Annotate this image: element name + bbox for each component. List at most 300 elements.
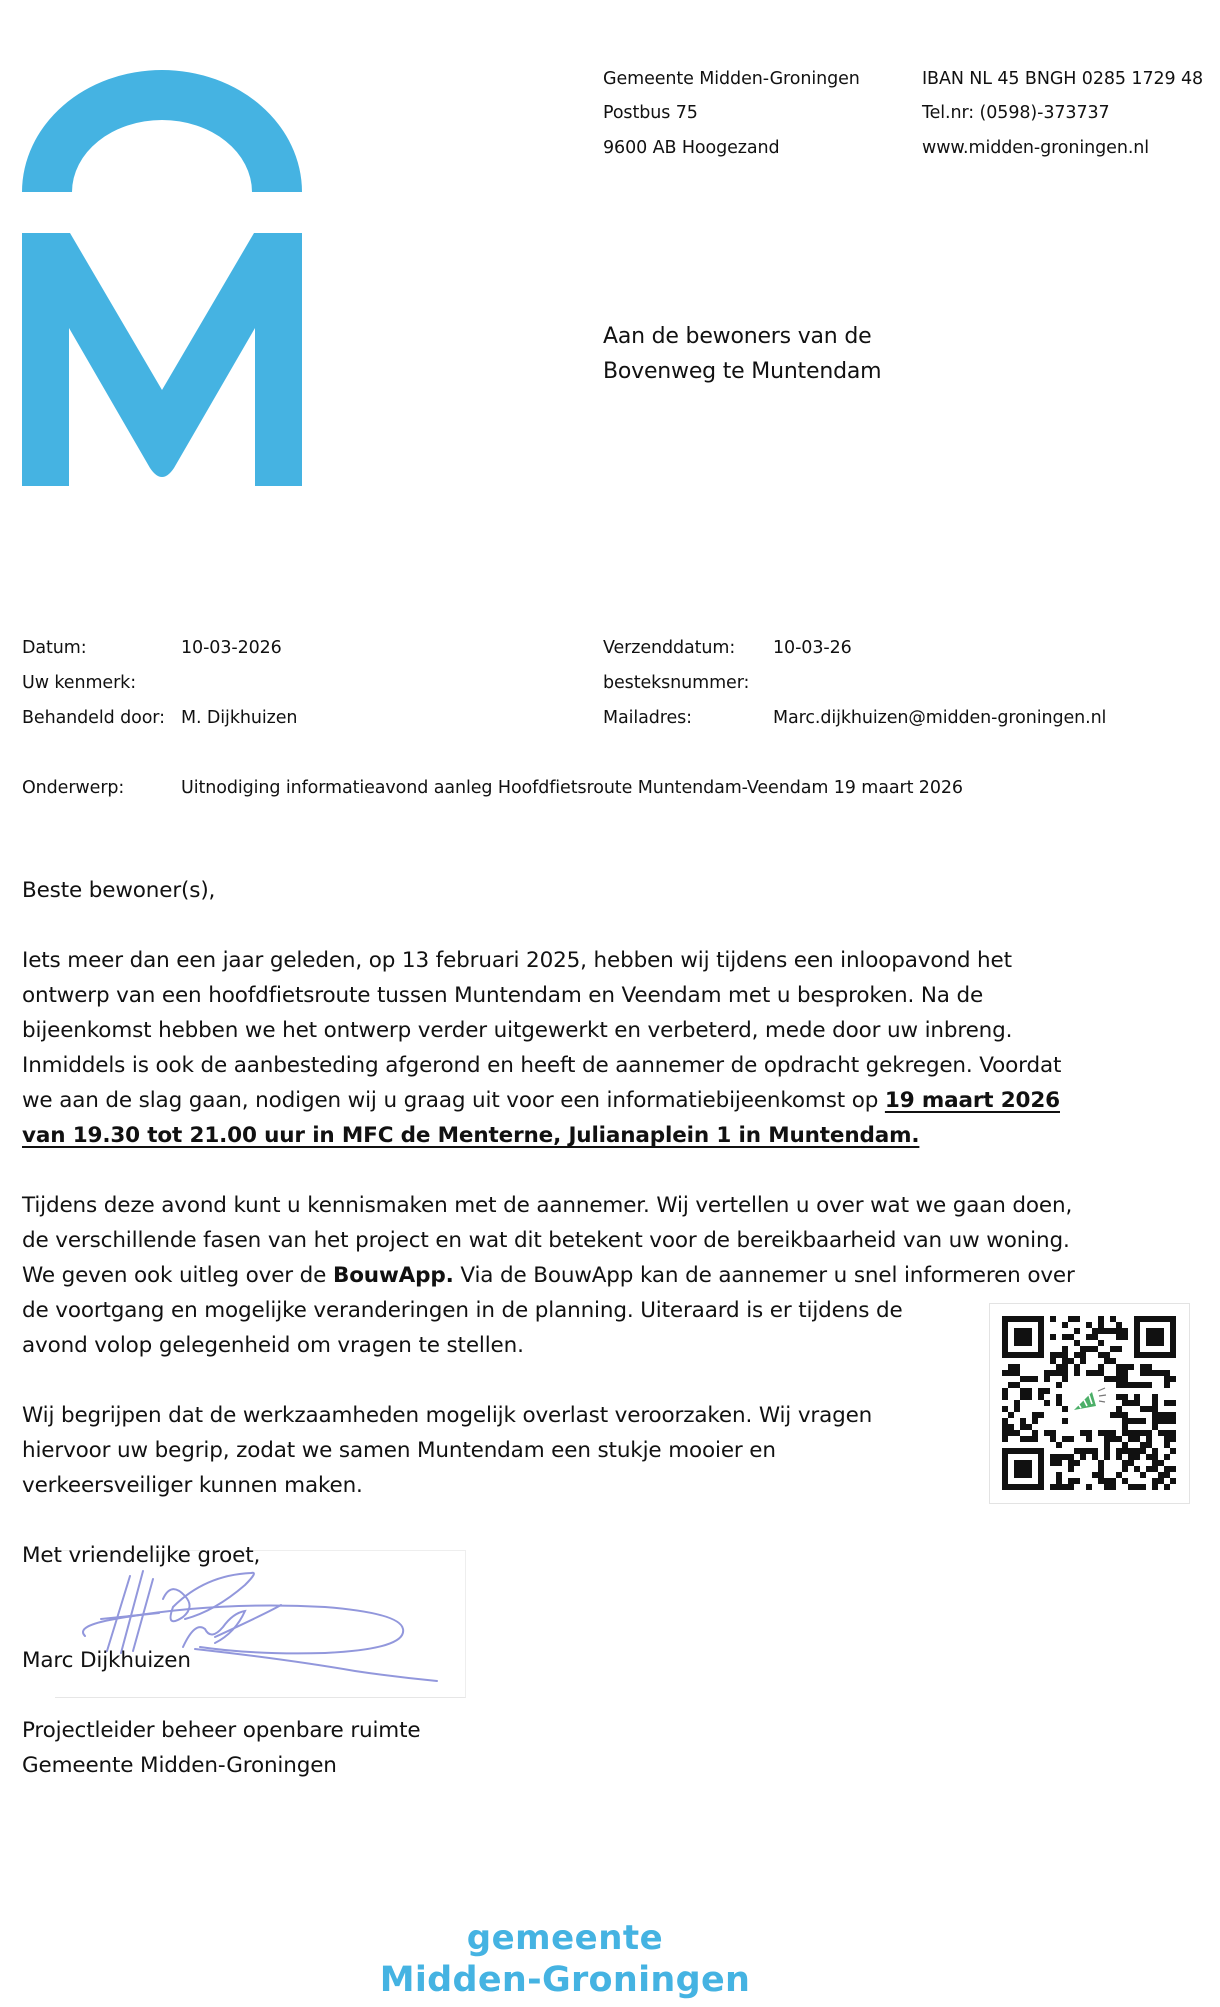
qr-module (1008, 1382, 1014, 1388)
qr-module (1104, 1442, 1110, 1448)
sender-phone: Tel.nr: (0598)-373737 (922, 103, 1110, 123)
bouwapp-name: BouwApp. (332, 1263, 454, 1288)
qr-module (1002, 1340, 1008, 1346)
qr-module (1056, 1478, 1062, 1484)
qr-module (1026, 1424, 1032, 1430)
qr-module (1164, 1352, 1170, 1358)
gemeente-logo-icon (22, 70, 302, 486)
sender-po-box: Postbus 75 (603, 103, 698, 123)
qr-module (1086, 1346, 1092, 1352)
qr-module (1134, 1382, 1140, 1388)
qr-module (1014, 1466, 1020, 1472)
qr-module (1002, 1466, 1008, 1472)
qr-module (1086, 1448, 1092, 1454)
qr-module (1008, 1364, 1014, 1370)
paragraph-line (22, 1122, 919, 1150)
qr-module (1038, 1316, 1044, 1322)
qr-module (1080, 1352, 1086, 1358)
meta-email-label: Mailadres: (603, 708, 692, 728)
qr-module (1038, 1466, 1044, 1472)
qr-module (1146, 1334, 1152, 1340)
qr-module (1140, 1442, 1146, 1448)
qr-module (1056, 1364, 1062, 1370)
qr-module (1122, 1418, 1128, 1424)
qr-module (1080, 1358, 1086, 1364)
qr-module (1026, 1460, 1032, 1466)
qr-module (1164, 1412, 1170, 1418)
qr-module (1002, 1484, 1008, 1490)
qr-module (1098, 1472, 1104, 1478)
qr-module (1032, 1436, 1038, 1442)
qr-module (1026, 1436, 1032, 1442)
qr-module (1158, 1352, 1164, 1358)
qr-module (1014, 1316, 1020, 1322)
subject-text: Uitnodiging informatieavond aanleg Hoofdfietsroute Muntendam-Veendam 19 maart 2026 (181, 778, 963, 798)
qr-module (1152, 1334, 1158, 1340)
qr-module (1026, 1448, 1032, 1454)
qr-module (1164, 1466, 1170, 1472)
qr-module (1020, 1424, 1026, 1430)
qr-module (1044, 1430, 1050, 1436)
qr-module (1038, 1448, 1044, 1454)
qr-module (1092, 1334, 1098, 1340)
qr-module (1110, 1376, 1116, 1382)
paragraph-line: bijeenkomst hebben we het ontwerp verder uitgewerkt en verbeterd, mede door uw inbreng. (22, 1018, 1013, 1043)
qr-module (1170, 1316, 1176, 1322)
qr-module (1068, 1466, 1074, 1472)
qr-module (1014, 1364, 1020, 1370)
qr-module (1122, 1442, 1128, 1448)
qr-module (1002, 1478, 1008, 1484)
qr-module (1074, 1316, 1080, 1322)
paragraph-line: de verschillende fasen van het project en wat dit betekent voor de bereikbaarheid van uw woning. (22, 1228, 1070, 1253)
qr-module (1146, 1316, 1152, 1322)
qr-module (1050, 1334, 1056, 1340)
qr-module (1110, 1478, 1116, 1484)
paragraph-line: verkeersveiliger kunnen maken. (22, 1473, 363, 1498)
qr-module (1116, 1436, 1122, 1442)
qr-module (1158, 1412, 1164, 1418)
qr-module (1026, 1394, 1032, 1400)
qr-module (1152, 1454, 1158, 1460)
qr-module (1038, 1394, 1044, 1400)
qr-module (1074, 1460, 1080, 1466)
qr-module (1002, 1388, 1008, 1394)
qr-module (1134, 1436, 1140, 1442)
recipient-line-1: Aan de bewoners van de (603, 324, 872, 349)
qr-module (1104, 1430, 1110, 1436)
qr-module (1146, 1436, 1152, 1442)
qr-module (1122, 1364, 1128, 1370)
qr-module (1164, 1316, 1170, 1322)
qr-module (1134, 1418, 1140, 1424)
qr-module (1014, 1448, 1020, 1454)
qr-module (1104, 1484, 1110, 1490)
qr-module (1152, 1448, 1158, 1454)
qr-module (1014, 1400, 1020, 1406)
qr-module (1014, 1370, 1020, 1376)
qr-module (1158, 1418, 1164, 1424)
qr-module (1110, 1436, 1116, 1442)
qr-module (1002, 1430, 1008, 1436)
qr-module (1032, 1484, 1038, 1490)
qr-module (1074, 1478, 1080, 1484)
qr-module (1020, 1316, 1026, 1322)
qr-module (1098, 1364, 1104, 1370)
qr-module (1038, 1340, 1044, 1346)
recipient-line-2: Bovenweg te Muntendam (603, 359, 882, 384)
qr-module (1086, 1322, 1092, 1328)
paragraph-line: ontwerp van een hoofdfietsroute tussen Muntendam en Veendam met u besproken. Na de (22, 983, 984, 1008)
qr-module (1134, 1430, 1140, 1436)
qr-module (1164, 1418, 1170, 1424)
qr-module (1116, 1448, 1122, 1454)
qr-module (1038, 1352, 1044, 1358)
qr-module (1008, 1412, 1014, 1418)
qr-module (1116, 1454, 1122, 1460)
salutation: Beste bewoner(s), (22, 878, 216, 903)
qr-module (1146, 1340, 1152, 1346)
qr-module (1020, 1376, 1026, 1382)
footer-wordmark-line-1: gemeente (466, 1918, 664, 1958)
qr-module (1128, 1430, 1134, 1436)
qr-module (1086, 1430, 1092, 1436)
qr-module (1152, 1406, 1158, 1412)
qr-module (1020, 1394, 1026, 1400)
qr-module (1068, 1454, 1074, 1460)
qr-module (1014, 1382, 1020, 1388)
qr-module (1128, 1382, 1134, 1388)
sender-website[interactable]: www.midden-groningen.nl (922, 138, 1150, 158)
qr-module (1056, 1352, 1062, 1358)
sender-iban: IBAN NL 45 BNGH 0285 1729 48 (922, 69, 1204, 89)
qr-module (1020, 1334, 1026, 1340)
event-date: 19 maart 2026 (884, 1088, 1060, 1113)
qr-module (1080, 1430, 1086, 1436)
qr-module (1068, 1460, 1074, 1466)
qr-module (1074, 1352, 1080, 1358)
qr-module (1158, 1478, 1164, 1484)
qr-module (1122, 1412, 1128, 1418)
qr-module (1050, 1430, 1056, 1436)
qr-module (1098, 1466, 1104, 1472)
qr-module (1026, 1472, 1032, 1478)
qr-module (1002, 1352, 1008, 1358)
qr-module (1002, 1328, 1008, 1334)
qr-module (1116, 1346, 1122, 1352)
qr-module (1038, 1346, 1044, 1352)
qr-module (1050, 1454, 1056, 1460)
qr-module (1092, 1472, 1098, 1478)
logo-arch (22, 70, 302, 192)
qr-module (1002, 1346, 1008, 1352)
qr-module (1068, 1436, 1074, 1442)
qr-module (1170, 1448, 1176, 1454)
paragraph-line: Tijdens deze avond kunt u kennismaken met de aannemer. Wij vertellen u over wat we gaan doen, (22, 1193, 1073, 1218)
footer-wordmark-line-2: Midden-Groningen (379, 1960, 751, 2000)
qr-module (1104, 1358, 1110, 1364)
qr-module (1164, 1370, 1170, 1376)
paragraph-line: Iets meer dan een jaar geleden, op 13 februari 2025, hebben wij tijdens een inloopavond het (22, 948, 1012, 973)
qr-module (1128, 1460, 1134, 1466)
qr-module (1038, 1460, 1044, 1466)
meta-handled-by-label: Behandeld door: (22, 708, 165, 728)
qr-module (1152, 1328, 1158, 1334)
meta-date-value: 10-03-2026 (181, 638, 282, 658)
qr-module (1170, 1412, 1176, 1418)
qr-module (1152, 1478, 1158, 1484)
meta-handled-by-value: M. Dijkhuizen (181, 708, 298, 728)
qr-module (1038, 1454, 1044, 1460)
qr-module (1164, 1400, 1170, 1406)
qr-module (1074, 1340, 1080, 1346)
qr-module (1140, 1316, 1146, 1322)
qr-module (1032, 1352, 1038, 1358)
qr-module (1002, 1460, 1008, 1466)
qr-module (1140, 1418, 1146, 1424)
qr-module (1170, 1346, 1176, 1352)
qr-module (1002, 1316, 1008, 1322)
qr-module (1152, 1340, 1158, 1346)
qr-module (1020, 1448, 1026, 1454)
qr-module (1110, 1412, 1116, 1418)
qr-module (1008, 1352, 1014, 1358)
qr-module (1050, 1484, 1056, 1490)
qr-module (1056, 1394, 1062, 1400)
meta-send-date-value: 10-03-26 (773, 638, 852, 658)
event-time-location: van 19.30 tot 21.00 uur in MFC de Menterne, Julianaplein 1 in Muntendam. (22, 1123, 920, 1148)
qr-module (1080, 1454, 1086, 1460)
qr-module (1008, 1430, 1014, 1436)
qr-module (1122, 1460, 1128, 1466)
qr-module (1062, 1436, 1068, 1442)
qr-module (1110, 1346, 1116, 1352)
qr-module (1104, 1448, 1110, 1454)
qr-module (1020, 1388, 1026, 1394)
qr-module (1092, 1370, 1098, 1376)
qr-module (1152, 1352, 1158, 1358)
qr-module (1110, 1430, 1116, 1436)
qr-module (1134, 1352, 1140, 1358)
qr-module (1062, 1364, 1068, 1370)
qr-module (1092, 1328, 1098, 1334)
qr-module (1074, 1448, 1080, 1454)
qr-module (1152, 1394, 1158, 1400)
qr-module (1158, 1340, 1164, 1346)
qr-module (1056, 1442, 1062, 1448)
qr-module (1056, 1460, 1062, 1466)
qr-module (1014, 1340, 1020, 1346)
qr-module (1158, 1430, 1164, 1436)
qr-module (1044, 1388, 1050, 1394)
qr-module (1116, 1364, 1122, 1370)
qr-module (1128, 1436, 1134, 1442)
qr-module (1152, 1400, 1158, 1406)
paragraph-line (22, 1087, 1060, 1115)
qr-module (1170, 1376, 1176, 1382)
qr-module (1068, 1316, 1074, 1322)
qr-module (1056, 1370, 1062, 1376)
qr-module (1002, 1394, 1008, 1400)
qr-module (1146, 1442, 1152, 1448)
qr-module (1122, 1376, 1128, 1382)
meta-specification-number-label: besteksnummer: (603, 673, 750, 693)
qr-module (1134, 1322, 1140, 1328)
qr-module (1122, 1478, 1128, 1484)
qr-module (1122, 1334, 1128, 1340)
qr-module (1116, 1322, 1122, 1328)
qr-module (1062, 1454, 1068, 1460)
qr-module (1140, 1364, 1146, 1370)
qr-module (1020, 1328, 1026, 1334)
qr-module (1062, 1418, 1068, 1424)
meta-send-date-label: Verzenddatum: (603, 638, 736, 658)
qr-module (1002, 1334, 1008, 1340)
qr-module (1014, 1334, 1020, 1340)
qr-module (1098, 1322, 1104, 1328)
qr-module (1062, 1346, 1068, 1352)
qr-module (1038, 1478, 1044, 1484)
closing-greeting: Met vriendelijke groet, (22, 1543, 261, 1568)
qr-module (1014, 1406, 1020, 1412)
qr-module (1008, 1448, 1014, 1454)
qr-module (1140, 1430, 1146, 1436)
qr-module (1146, 1430, 1152, 1436)
qr-module (1140, 1406, 1146, 1412)
qr-module (1092, 1448, 1098, 1454)
qr-module (1098, 1460, 1104, 1466)
qr-module (1032, 1316, 1038, 1322)
qr-module (1116, 1334, 1122, 1340)
qr-module (1068, 1478, 1074, 1484)
bouwapp-qr-code[interactable] (989, 1303, 1190, 1504)
qr-module (1062, 1334, 1068, 1340)
signer-title: Projectleider beheer openbare ruimte (22, 1718, 421, 1743)
paragraph-line: Inmiddels is ook de aanbesteding afgerond en heeft de aannemer de opdracht gekregen. Voordat (22, 1053, 1062, 1078)
qr-module (1038, 1322, 1044, 1328)
paragraph-line: hiervoor uw begrip, zodat we samen Muntendam een stukje mooier en (22, 1438, 776, 1463)
qr-module (1056, 1472, 1062, 1478)
qr-module (1050, 1370, 1056, 1376)
qr-module (1134, 1484, 1140, 1490)
qr-module (1104, 1352, 1110, 1358)
qr-module (1014, 1460, 1020, 1466)
qr-module (1098, 1340, 1104, 1346)
qr-module (1170, 1466, 1176, 1472)
qr-module (1056, 1382, 1062, 1388)
qr-module (1110, 1358, 1116, 1364)
qr-module (1026, 1376, 1032, 1382)
qr-module (1080, 1346, 1086, 1352)
qr-module (1128, 1484, 1134, 1490)
qr-module (1050, 1436, 1056, 1442)
qr-module (1014, 1352, 1020, 1358)
qr-module (1134, 1316, 1140, 1322)
qr-module (1152, 1484, 1158, 1490)
qr-module (1122, 1382, 1128, 1388)
qr-module (1140, 1352, 1146, 1358)
qr-module (1002, 1322, 1008, 1328)
qr-module (1146, 1364, 1152, 1370)
qr-module (1098, 1352, 1104, 1358)
signature-image (55, 1550, 466, 1698)
meta-reference-label: Uw kenmerk: (22, 673, 136, 693)
qr-module (1032, 1418, 1038, 1424)
qr-module (1008, 1424, 1014, 1430)
bouwapp-description: Via de BouwApp kan de aannemer u snel informeren over (453, 1263, 1075, 1288)
qr-module (1116, 1472, 1122, 1478)
qr-module (1170, 1400, 1176, 1406)
qr-module (1098, 1316, 1104, 1322)
qr-module (1122, 1400, 1128, 1406)
qr-module (1122, 1430, 1128, 1436)
qr-module (1152, 1466, 1158, 1472)
qr-module (1134, 1328, 1140, 1334)
qr-module (1158, 1334, 1164, 1340)
qr-module (1026, 1316, 1032, 1322)
qr-module (1170, 1334, 1176, 1340)
qr-module (1158, 1460, 1164, 1466)
qr-module (1146, 1454, 1152, 1460)
qr-module (1074, 1370, 1080, 1376)
qr-module (1014, 1328, 1020, 1334)
qr-module (1032, 1412, 1038, 1418)
meta-email-value[interactable]: Marc.dijkhuizen@midden-groningen.nl (773, 708, 1107, 728)
qr-module (1038, 1484, 1044, 1490)
qr-module (1104, 1328, 1110, 1334)
qr-module (1098, 1478, 1104, 1484)
paragraph-line: avond volop gelegenheid om vragen te stellen. (22, 1333, 524, 1358)
qr-module (1146, 1370, 1152, 1376)
qr-module (1020, 1472, 1026, 1478)
qr-module (1002, 1448, 1008, 1454)
qr-module (1140, 1382, 1146, 1388)
qr-module (1032, 1376, 1038, 1382)
qr-module (1002, 1406, 1008, 1412)
qr-module (1038, 1388, 1044, 1394)
qr-module (1122, 1394, 1128, 1400)
qr-module (1026, 1352, 1032, 1358)
qr-module (1032, 1430, 1038, 1436)
qr-module (1140, 1370, 1146, 1376)
paragraph-line: de voortgang en mogelijke veranderingen in de planning. Uiteraard is er tijdens de (22, 1298, 903, 1323)
qr-module (1026, 1484, 1032, 1490)
paragraph-line: Wij begrijpen dat de werkzaamheden mogelijk overlast veroorzaken. Wij vragen (22, 1403, 873, 1428)
qr-module (1038, 1328, 1044, 1334)
qr-module (1050, 1460, 1056, 1466)
qr-module (1110, 1484, 1116, 1490)
qr-module (1152, 1412, 1158, 1418)
qr-module (1104, 1454, 1110, 1460)
qr-module (1026, 1388, 1032, 1394)
qr-module (1122, 1424, 1128, 1430)
signer-organization: Gemeente Midden-Groningen (22, 1753, 337, 1778)
qr-module (1140, 1448, 1146, 1454)
sender-postal-city: 9600 AB Hoogezand (603, 138, 780, 158)
bouwapp-megaphone-icon (1068, 1382, 1110, 1418)
qr-module (1146, 1352, 1152, 1358)
qr-module (1002, 1370, 1008, 1376)
qr-module (1164, 1436, 1170, 1442)
qr-module (1116, 1406, 1122, 1412)
qr-module (1134, 1394, 1140, 1400)
qr-module (1122, 1370, 1128, 1376)
qr-module (1116, 1370, 1122, 1376)
qr-module (1170, 1418, 1176, 1424)
qr-module (1122, 1448, 1128, 1454)
qr-module (1014, 1430, 1020, 1436)
qr-module (1074, 1328, 1080, 1334)
